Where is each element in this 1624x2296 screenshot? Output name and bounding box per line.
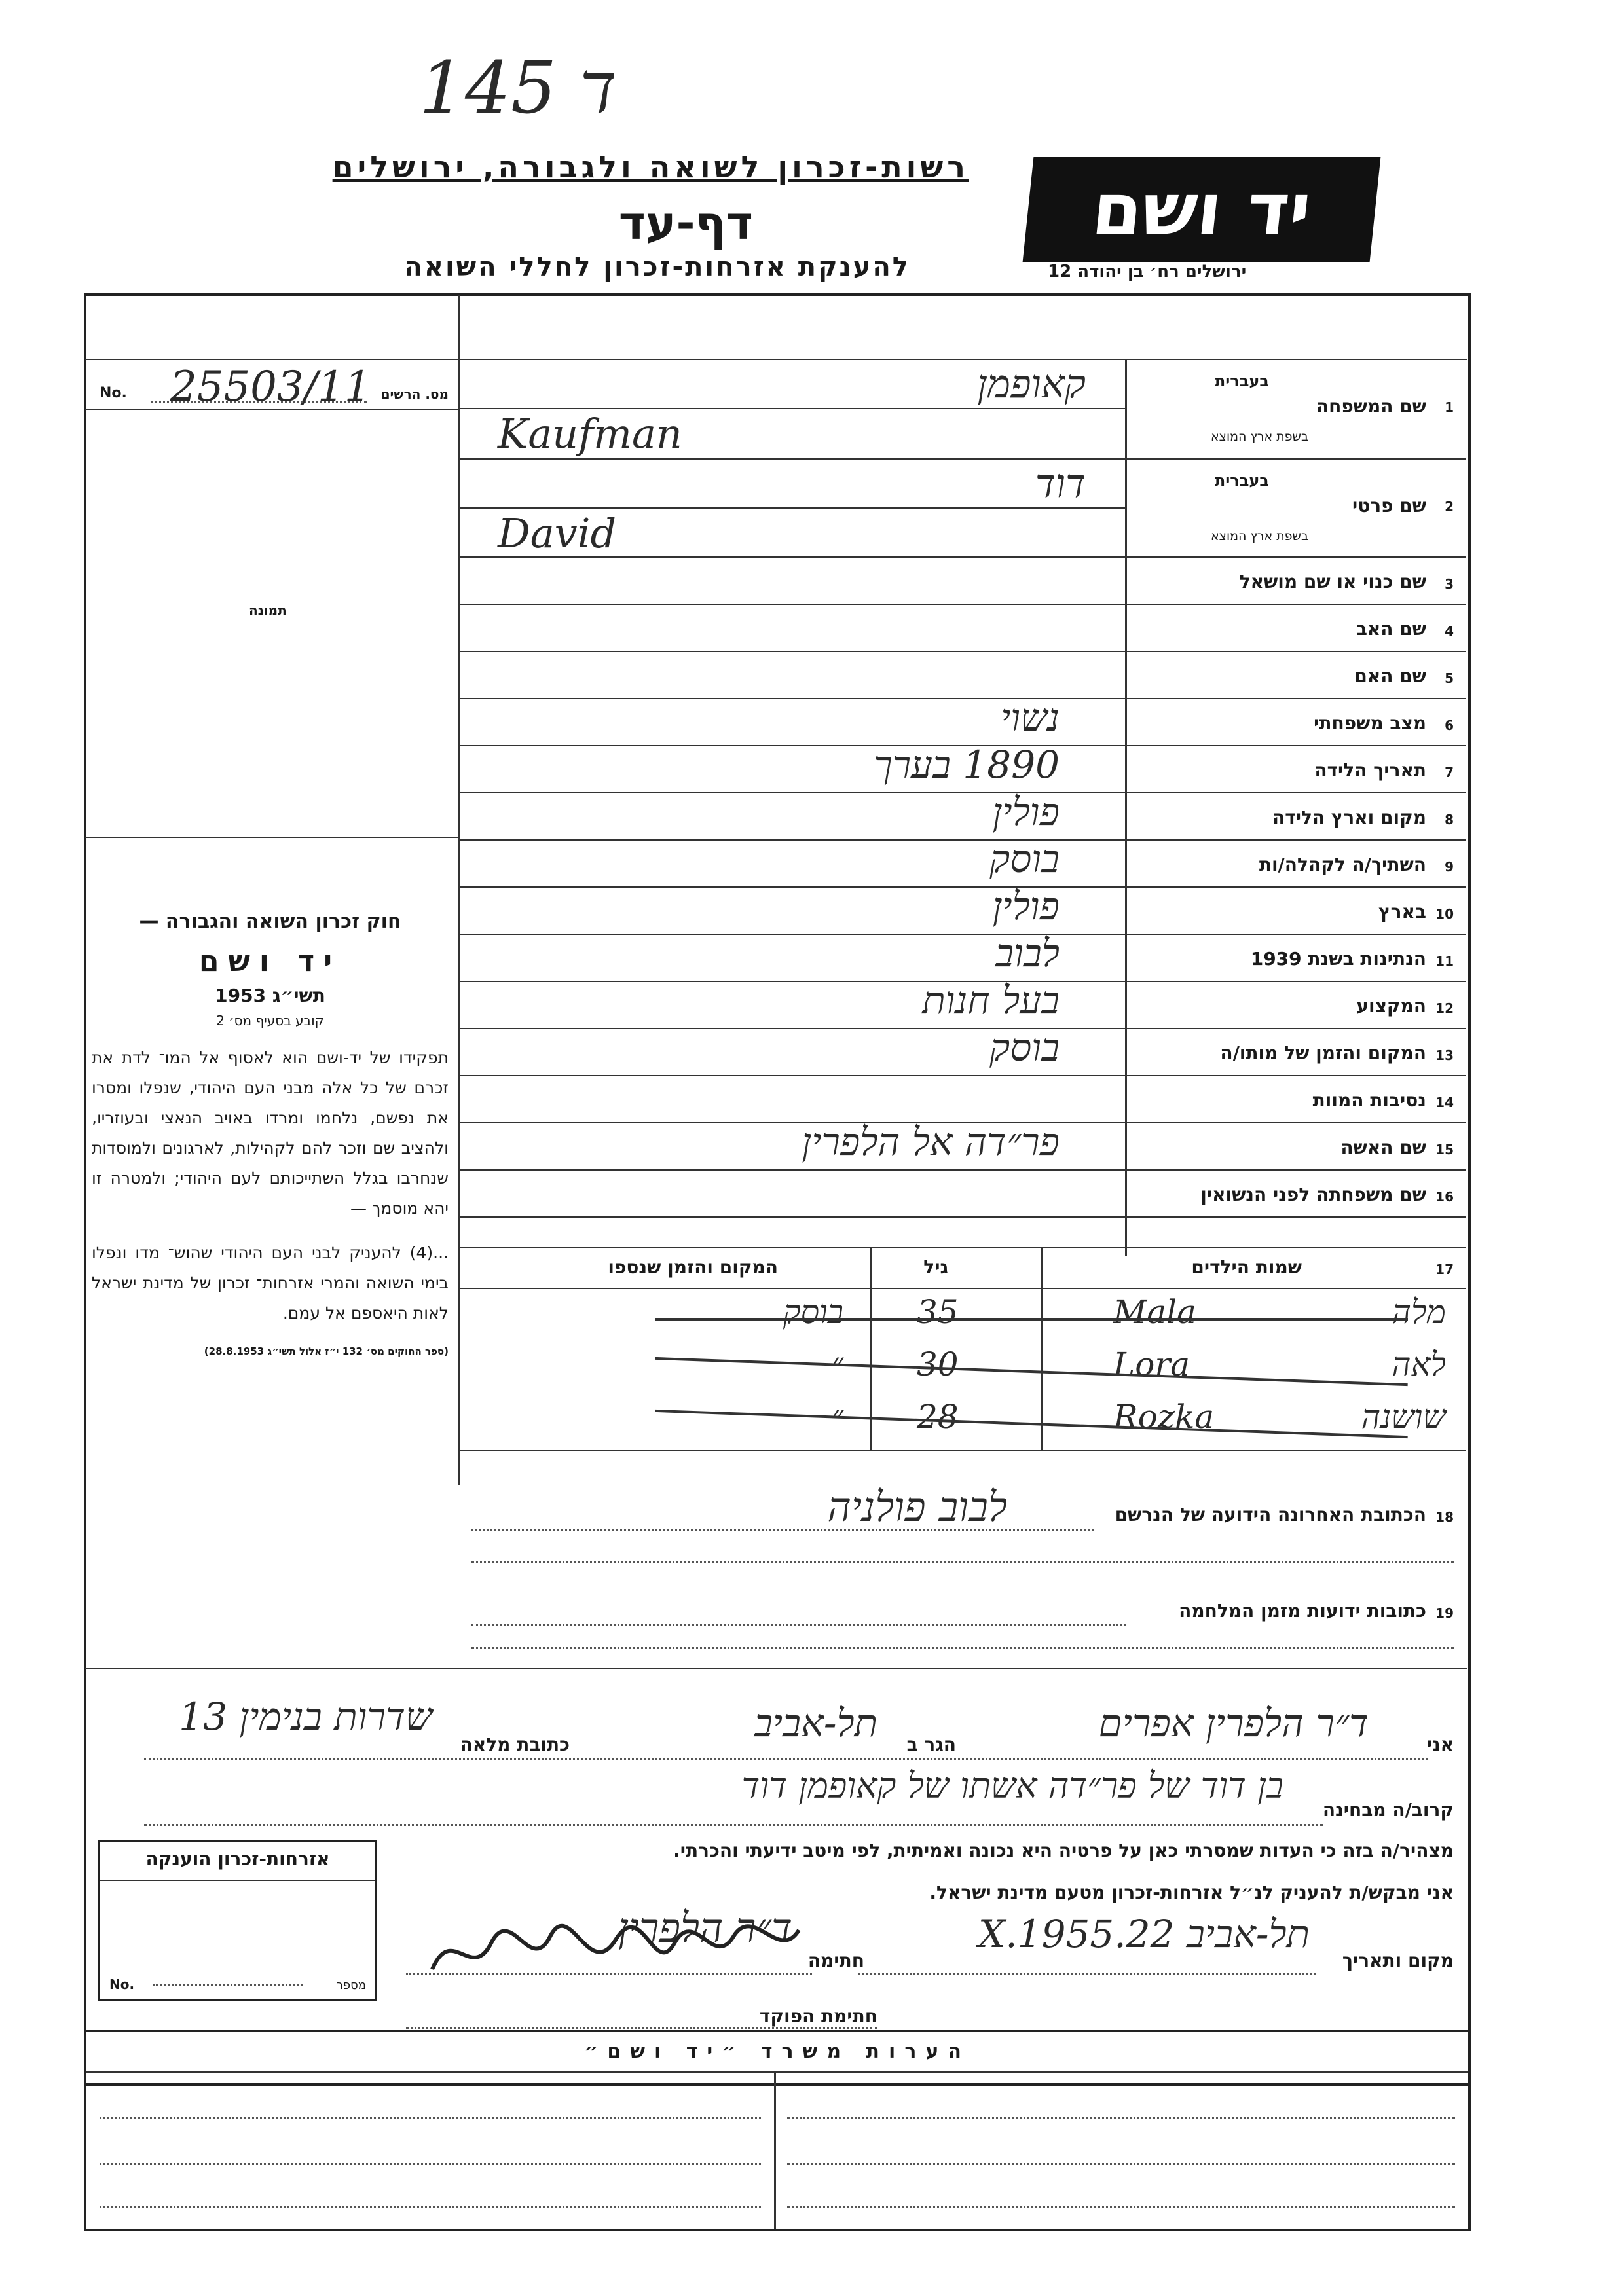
child-name-hebrew: שושנה xyxy=(1361,1398,1446,1436)
field-row-10 xyxy=(458,886,1466,934)
law-body-clause-4: ...(4) להעניק לבני העם היהודי שהוש־ מדו ונפלו בימי השואה והמרי אזרחות־ זכרון של מדינת ישראל לאות היאספם אל עמם. xyxy=(92,1243,449,1322)
field-label-13: המקום והזמן של מותו/ה xyxy=(1220,1042,1426,1064)
law-body: תפקידו של יד-ושם הוא לאסוף אל המו־ לדת את זכרם של כל אלה מבני העם היהודי, שנפלו ומסרו את נפשם, נלחמו ומרדו באויב הנאצי ובעוזריו, ולהציב שם וזכר להם לקהילות, לארגונים ולמוסדות שנחרבו בגלל השתייכותם לעם היהודי; ולמטרה זו יהא מוסמך — xyxy=(92,1048,449,1218)
field-row-16 xyxy=(458,1169,1466,1216)
child-name-hebrew: לאה xyxy=(1392,1345,1446,1383)
field-label-3: שם כנוי או שם מושאל xyxy=(1239,571,1426,592)
field-value-9: בוסק xyxy=(989,837,1060,881)
full-address-label: כתובת מלאה xyxy=(460,1734,570,1755)
officer-signature-label: חתימת הפוקד xyxy=(759,2005,877,2027)
field-18-label: הכתובת האחרונה הידועה של הנרשם xyxy=(1115,1504,1426,1525)
form-title: דף-עד xyxy=(618,196,753,250)
field-row-9 xyxy=(458,839,1466,886)
field-number-6: 6 xyxy=(1445,718,1454,733)
field-label-5: שם האם xyxy=(1354,665,1426,687)
field-row-15 xyxy=(458,1122,1466,1169)
child-death-place: בוסק xyxy=(783,1293,843,1331)
field-number-11: 11 xyxy=(1435,953,1454,969)
field-row-13 xyxy=(458,1025,1466,1075)
field-row-11 xyxy=(458,931,1466,981)
registration-number-field xyxy=(92,363,455,411)
handwritten-file-number: ד 145 xyxy=(419,46,617,130)
logo-text: יד ושם xyxy=(1088,168,1316,251)
child-name-native: Rozka xyxy=(1113,1398,1215,1436)
child-age: 28 xyxy=(917,1398,959,1436)
field-number-12: 12 xyxy=(1435,1000,1454,1016)
field-row-4 xyxy=(458,604,1466,651)
field-value-hebrew-2: דוד xyxy=(1035,461,1086,507)
field-sub-hebrew-2: בעברית xyxy=(1214,471,1269,490)
field-number-17: 17 xyxy=(1435,1262,1454,1277)
signature-name: ד״ר הלפרין xyxy=(618,1904,792,1952)
office-notes-section xyxy=(84,2030,1471,2231)
law-clause: קובע בסעיף מס׳ 2 xyxy=(216,1013,324,1029)
child-row-strike xyxy=(655,1357,1407,1386)
field-number-14: 14 xyxy=(1435,1095,1454,1110)
field-label-10: בארץ xyxy=(1378,901,1426,922)
statement-accuracy: מצהיר/ה בזה כי העדות שמסרתי כאן על פרטיה היא נכונה ואמיתית, לפי מיטב ידיעתי והכרתי. xyxy=(673,1840,1454,1861)
reg-number-value: 25503/11 xyxy=(170,363,371,411)
field-number-1: 1 xyxy=(1445,399,1454,415)
field-row-2 xyxy=(458,458,1466,556)
signature-label: חתימה xyxy=(807,1950,864,1971)
children-table xyxy=(458,1247,1466,1463)
field-label-6: מצב משפחתי xyxy=(1314,712,1426,734)
child-name-hebrew: מלה xyxy=(1392,1293,1446,1331)
office-address: ירושלים רח׳ בן יהודה 12 xyxy=(1048,262,1247,282)
field-19-label: כתובות ידועות מזמן המלחמה xyxy=(1179,1600,1426,1622)
full-address-value: שדרות בנימין 13 xyxy=(179,1694,432,1739)
authority-name: רשות-זכרון לשואה ולגבורה, ירושלים xyxy=(332,149,969,185)
place-date-label: מקום ותאריך xyxy=(1342,1950,1454,1971)
place-date-value: תל-אביב 22.X.1955 xyxy=(978,1912,1310,1956)
statement-request: אני מבקש/ת להעניק לנ״ל אזרחות-זכרון מטעם מדינת ישראל. xyxy=(929,1882,1454,1903)
child-age: 35 xyxy=(917,1293,959,1331)
relation-label: קרוב/ה מבחינה xyxy=(1322,1799,1454,1821)
field-18-value: לבוב פולניה xyxy=(827,1483,1007,1531)
law-title: חוק זכרון השואה והגבורה — xyxy=(139,910,401,933)
field-label-7: תאריך הלידה xyxy=(1314,759,1426,781)
field-number-2: 2 xyxy=(1445,499,1454,515)
field-number-5: 5 xyxy=(1445,670,1454,686)
field-number-19: 19 xyxy=(1435,1605,1454,1621)
field-value-6: נשוי xyxy=(1001,695,1060,740)
field-sub-native-2: בשפת ארץ המוצא xyxy=(1210,529,1308,543)
field-value-8: פולין xyxy=(992,790,1060,834)
law-name: יד ושם xyxy=(198,945,342,978)
field-value-11: לבוב xyxy=(995,931,1060,975)
field-value-native-1: Kaufman xyxy=(498,410,682,458)
field-label-11: הנתינות בשנת 1939 xyxy=(1250,948,1426,970)
field-label-16: שם משפחתה לפני הנשואין xyxy=(1200,1184,1426,1205)
field-number-18: 18 xyxy=(1435,1509,1454,1525)
field-18-row xyxy=(458,1470,1466,1535)
field-number-15: 15 xyxy=(1435,1142,1454,1157)
field-row-7 xyxy=(458,742,1466,792)
field-value-hebrew-1: קאופמן xyxy=(977,361,1086,407)
granted-no-label: No. xyxy=(109,1977,135,1992)
field-value-12: בעל חנות xyxy=(922,978,1060,1023)
declarant-label: אני xyxy=(1426,1734,1454,1755)
field-label-4: שם האב xyxy=(1356,618,1426,640)
law-panel xyxy=(92,910,449,1467)
field-value-13: בוסק xyxy=(989,1025,1060,1070)
child-row-strike xyxy=(655,1318,1408,1321)
declarant-name: ד״ר הלפרין אפרים xyxy=(1098,1701,1369,1745)
residence-value: תל-אביב xyxy=(754,1701,877,1745)
citizenship-granted-box xyxy=(98,1840,377,2001)
reg-no-label: No. xyxy=(100,385,127,401)
office-notes-title: הערות משרד ״יד ושם״ xyxy=(584,2040,970,2063)
granted-number-label: מספר xyxy=(336,1978,366,1992)
child-name-native: Mala xyxy=(1113,1293,1196,1331)
field-label-1: שם המשפחה xyxy=(1316,395,1426,417)
field-number-10: 10 xyxy=(1435,906,1454,922)
field-label-14: נסיבות המוות xyxy=(1312,1089,1426,1111)
law-reference: (ספר החוקים מס׳ 132 י״ז אלול תשי״ג 28.8.1953) xyxy=(204,1345,449,1357)
field-row-3 xyxy=(458,556,1466,604)
field-number-8: 8 xyxy=(1445,812,1454,828)
field-sub-hebrew-1: בעברית xyxy=(1214,372,1269,390)
field-number-3: 3 xyxy=(1445,576,1454,592)
child-name-native: Lora xyxy=(1113,1345,1190,1383)
field-sub-native-1: בשפת ארץ המוצא xyxy=(1210,429,1308,444)
field-label-15: שם האשה xyxy=(1340,1137,1426,1158)
field-number-13: 13 xyxy=(1435,1048,1454,1063)
law-year: תשי״ג 1953 xyxy=(215,985,325,1006)
field-number-7: 7 xyxy=(1445,765,1454,780)
field-label-9: השתיך/ה לקהלה/ות xyxy=(1259,854,1426,875)
field-row-8 xyxy=(458,792,1466,839)
children-age-header: גיל xyxy=(923,1256,948,1278)
field-label-2: שם פרטי xyxy=(1352,495,1426,517)
reg-label: מס. הרשים xyxy=(380,386,449,402)
child-age: 30 xyxy=(917,1345,959,1383)
field-number-4: 4 xyxy=(1445,623,1454,639)
yad-vashem-logo xyxy=(1023,157,1381,262)
field-number-16: 16 xyxy=(1435,1189,1454,1205)
child-death-place: ״ xyxy=(831,1345,843,1383)
field-row-1 xyxy=(458,359,1466,458)
field-row-12 xyxy=(458,978,1466,1028)
field-row-6 xyxy=(458,695,1466,745)
field-19-row xyxy=(458,1578,1466,1630)
photo-label: תמונה xyxy=(249,602,287,618)
field-value-native-2: David xyxy=(498,509,617,557)
field-row-5 xyxy=(458,651,1466,698)
granted-box-title: אזרחות-זכרון הוענקה xyxy=(145,1848,330,1870)
field-value-7: 1890 בערך xyxy=(874,742,1060,787)
signature-scribble xyxy=(426,1917,805,1989)
field-label-12: המקצוע xyxy=(1356,995,1426,1017)
form-subtitle: להענקת אזרחות-זכרון לחללי השואה xyxy=(404,252,910,282)
field-label-8: מקום וארץ הלידה xyxy=(1272,807,1426,828)
field-number-9: 9 xyxy=(1445,859,1454,875)
resides-label: הגר ב xyxy=(906,1734,956,1755)
field-row-14 xyxy=(458,1075,1466,1122)
field-value-15: פר״דה אל הלפרין xyxy=(802,1120,1060,1164)
field-value-10: פולין xyxy=(992,884,1060,928)
children-names-header: שמות הילדים xyxy=(1191,1256,1302,1278)
child-death-place: ״ xyxy=(831,1398,843,1436)
relation-value: בן דוד של פר״דה אשתו של קאופמן דוד xyxy=(741,1765,1283,1806)
child-row-strike xyxy=(655,1410,1407,1438)
children-place-header: המקום והזמן שנספו xyxy=(608,1256,778,1278)
